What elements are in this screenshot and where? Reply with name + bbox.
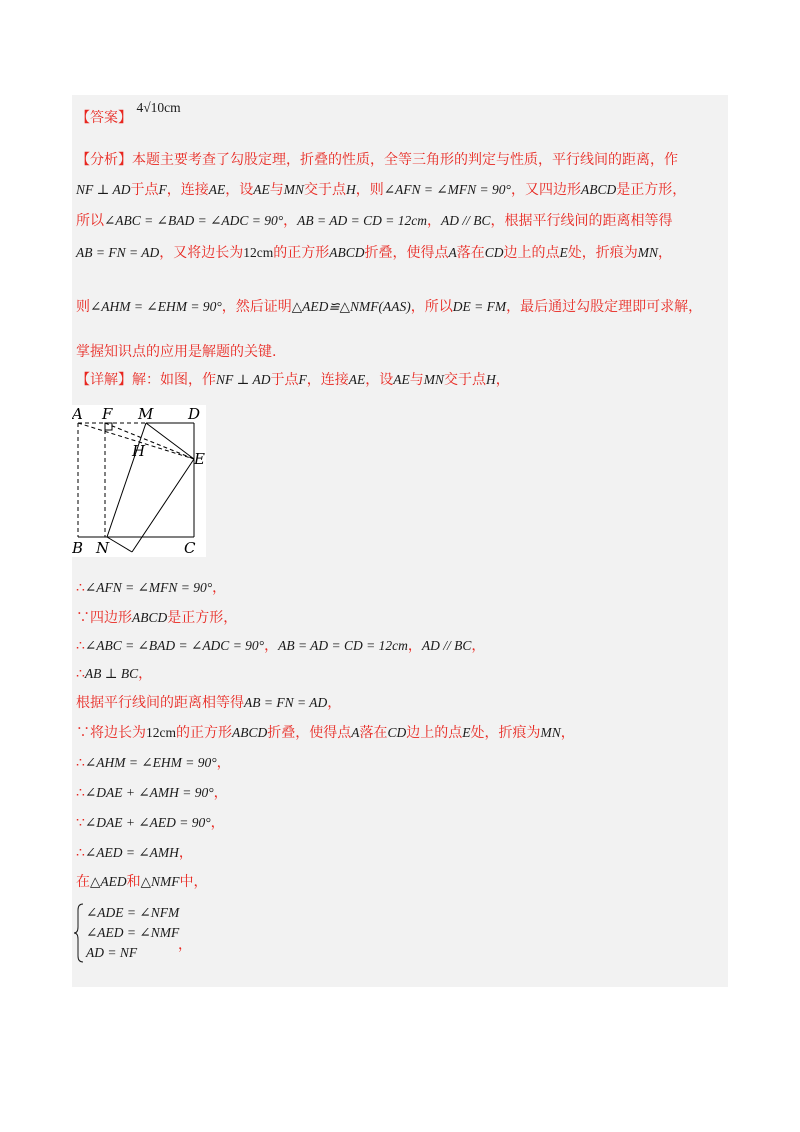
text: ，连接 [306, 372, 349, 388]
math: △AED [90, 874, 127, 889]
step-7 [76, 753, 231, 773]
math: NF ⊥ AD [216, 372, 271, 387]
math: ∠AHM = ∠EHM = 90° [84, 755, 217, 770]
math: MN [540, 725, 561, 740]
text: 掌握知识点的应用是解题的关键. [76, 344, 277, 360]
math: E [559, 245, 568, 260]
text: ，设 [225, 182, 254, 198]
math: ∠ABC = ∠BAD = ∠ADC = 90° [104, 213, 284, 228]
analysis-line-2 [76, 180, 686, 200]
text: ， [495, 372, 510, 388]
text: ，又将边长为 [159, 245, 244, 261]
text: 与 [409, 372, 424, 388]
math: 12cm [243, 245, 274, 260]
label-B: B [72, 539, 84, 557]
math: ∠DAE + ∠AED = 90° [84, 815, 211, 830]
math: ∠DAE + ∠AMH = 90° [84, 785, 214, 800]
text: ，然后证明 [221, 299, 292, 315]
label-A: A [72, 405, 83, 423]
text: ，所以 [410, 299, 453, 315]
step-2 [76, 608, 237, 628]
math: ABCD [580, 182, 617, 197]
text: ， [212, 580, 227, 596]
math: AE [348, 372, 366, 387]
label-E: E [194, 450, 205, 468]
math: △NMF [140, 874, 180, 889]
step-1 [76, 578, 226, 598]
text: 落在 [456, 245, 485, 261]
text: ， [216, 755, 231, 771]
math: AE [208, 182, 226, 197]
math: ∠AFN = ∠MFN = 90° [383, 182, 511, 197]
math: AE [253, 182, 270, 197]
text: 处，折痕为 [470, 725, 541, 741]
text: ， [264, 638, 279, 654]
math: NF ⊥ AD [76, 182, 131, 197]
text: ， [560, 725, 575, 741]
text: 于点 [130, 182, 159, 198]
text: ，最后通过勾股定理即可求解， [506, 299, 703, 315]
text: 解：如图，作 [132, 372, 216, 388]
math: F [298, 372, 307, 387]
math: 12cm [146, 725, 176, 740]
text: ， [138, 666, 153, 682]
math: MN [637, 245, 658, 260]
math: F [158, 182, 167, 197]
symbol: ∴ [76, 666, 85, 682]
text: 折叠，使得点 [267, 725, 352, 741]
text: ， [178, 845, 193, 861]
text: ， [471, 638, 486, 654]
math: A [448, 245, 457, 260]
text: 根据平行线间的距离相等得 [76, 695, 244, 711]
symbol: ∴ [76, 638, 85, 654]
math: AD // BC [440, 213, 491, 228]
math: ABCD [132, 610, 168, 625]
math: ABCD [232, 725, 268, 740]
text: 是正方形， [616, 182, 687, 198]
analysis-line-3 [76, 211, 672, 231]
text: ， [657, 245, 672, 261]
analysis-tag: 【分析】 [76, 152, 132, 168]
symbol: ∵ [76, 815, 85, 831]
analysis-line-6 [76, 342, 276, 362]
math: AD // BC [421, 638, 472, 653]
system-end: ， [178, 937, 192, 953]
text: 则 [76, 299, 90, 315]
text: 所以 [76, 213, 104, 229]
system-eq-3: AD = NF [86, 945, 138, 960]
math: MN [423, 372, 444, 387]
math: △AED≌△NMF(AAS) [291, 299, 411, 314]
text: ， [407, 638, 422, 654]
detail-tag: 【详解】 [76, 372, 132, 388]
text: 的正方形 [273, 245, 330, 261]
text: ，根据平行线间的距离相等得 [490, 213, 673, 229]
math: ABCD [329, 245, 365, 260]
step-6 [76, 723, 575, 743]
math: AB ⊥ BC [84, 666, 139, 681]
symbol: ∴ [76, 785, 85, 801]
math: AB = FN = AD [76, 245, 160, 260]
answer-tag: 【答案】 [76, 110, 132, 126]
text: 边上的点 [503, 245, 560, 261]
step-8 [76, 783, 228, 803]
text: 处，折痕为 [567, 245, 638, 261]
math: AE [393, 372, 410, 387]
analysis-text-1: 本题主要考查了勾股定理，折叠的性质，全等三角形的判定与性质，平行线间的距离，作 [132, 152, 678, 168]
text: ，则 [355, 182, 384, 198]
math: ∠ABC = ∠BAD = ∠ADC = 90° [84, 638, 265, 653]
text: 与 [269, 182, 284, 198]
text: 折叠，使得点 [364, 245, 449, 261]
symbol: ∵ [76, 725, 90, 741]
text: ，又四边形 [510, 182, 581, 198]
analysis-line-4 [76, 243, 672, 263]
math: DE = FM [452, 299, 507, 314]
label-D: D [188, 405, 201, 423]
answer-value: 4√10cm [136, 100, 181, 115]
text: 的正方形 [176, 725, 232, 741]
text: ， [327, 695, 342, 711]
label-M: M [138, 405, 154, 423]
math: H [345, 182, 356, 197]
math: ∠AED = ∠AMH [84, 845, 179, 860]
text: 四边形 [90, 610, 132, 626]
step-4 [76, 664, 152, 684]
text: ， [210, 815, 225, 831]
step-5 [76, 693, 341, 713]
math: AB = FN = AD [244, 695, 328, 710]
analysis-line-1 [76, 150, 678, 170]
math: H [485, 372, 496, 387]
text: ，连接 [166, 182, 209, 198]
label-F: F [102, 405, 113, 423]
text: 将边长为 [90, 725, 146, 741]
label-N: N [96, 539, 110, 557]
text: 于点 [270, 372, 299, 388]
symbol: ∵ [76, 610, 90, 626]
math: AB = AD = CD = 12cm [278, 638, 408, 653]
text: 交于点 [443, 372, 486, 388]
text: 在 [76, 874, 90, 890]
text: ， [426, 213, 441, 229]
math: AB = AD = CD = 12cm [297, 213, 427, 228]
text: 中， [179, 874, 208, 890]
geometry-figure [72, 405, 206, 557]
text: ， [283, 213, 298, 229]
math: A [351, 725, 360, 740]
text: 落在 [359, 725, 388, 741]
analysis-line-5 [76, 297, 702, 317]
system-eq-2: ∠AED = ∠NMF [86, 925, 180, 940]
left-brace [73, 903, 85, 963]
math: E [462, 725, 471, 740]
math: CD [387, 725, 407, 740]
detail-line [76, 370, 510, 390]
math: ∠AHM = ∠EHM = 90° [90, 299, 222, 314]
system-eq-1: ∠ADE = ∠NFM [86, 905, 180, 920]
math: CD [484, 245, 504, 260]
text: 是正方形， [167, 610, 238, 626]
symbol: ∴ [76, 845, 85, 861]
label-C: C [184, 539, 196, 557]
step-3 [76, 636, 485, 656]
step-10 [76, 843, 193, 863]
text: 交于点 [303, 182, 346, 198]
text: ， [213, 785, 228, 801]
text: 和 [126, 874, 141, 890]
symbol: ∴ [76, 580, 85, 596]
math: MN [283, 182, 304, 197]
step-11 [76, 872, 208, 892]
step-9 [76, 813, 225, 833]
label-H: H [132, 442, 146, 460]
text: ，设 [365, 372, 394, 388]
math: ∠AFN = ∠MFN = 90° [84, 580, 213, 595]
symbol: ∴ [76, 755, 85, 771]
answer-line [76, 100, 181, 128]
text: 边上的点 [406, 725, 463, 741]
